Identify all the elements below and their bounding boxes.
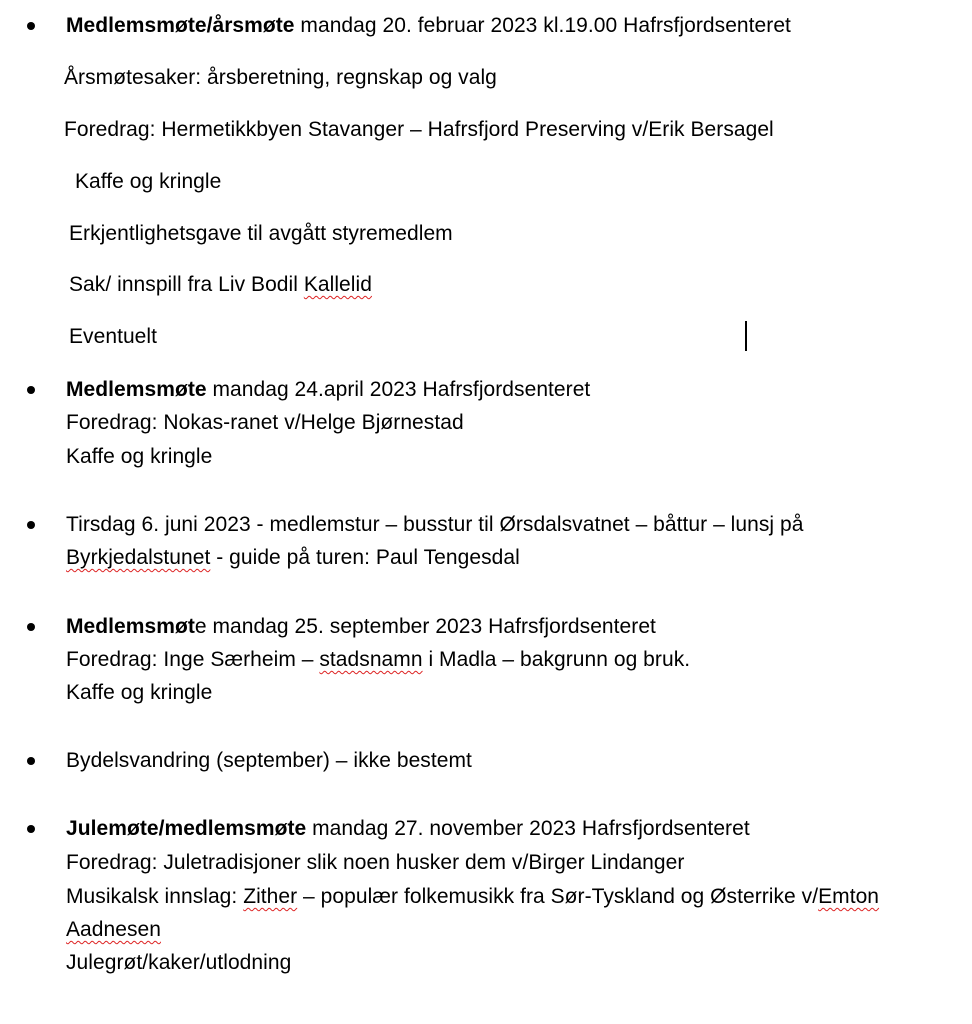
sak-text: Sak/ innspill fra Liv Bodil — [69, 273, 304, 296]
meeting-6-heading — [66, 816, 750, 842]
bullet-marker — [27, 623, 35, 631]
meeting-6-foredrag: Foredrag: Juletradisjoner slik noen husker dem v/Birger Lindanger — [66, 851, 685, 874]
bullet-marker — [27, 825, 35, 833]
bullet-marker — [27, 757, 35, 765]
meeting-2-kaffe: Kaffe og kringle — [66, 445, 213, 468]
meeting-6-title: Julemøte/medlemsmøte — [66, 817, 307, 840]
foredrag-text-rest: i Madla – bakgrunn og bruk. — [422, 648, 691, 671]
musikk-text: Musikalsk innslag: — [66, 885, 244, 908]
agenda-sak-innspill — [69, 272, 372, 298]
meeting-2-foredrag: Foredrag: Nokas-ranet v/Helge Bjørnestad — [66, 411, 464, 434]
spelling-flagged-word[interactable]: Aadnesen — [66, 918, 161, 941]
trip-guide: - guide på turen: Paul Tengesdal — [210, 546, 520, 569]
spelling-flagged-word[interactable]: Emton — [818, 885, 880, 908]
meeting-1-title: Medlemsmøte/årsmøte — [66, 14, 295, 37]
spelling-flagged-word[interactable]: Byrkjedalstunet — [66, 546, 211, 569]
meeting-2-title: Medlemsmøte — [66, 378, 207, 401]
meeting-4-heading — [66, 614, 656, 640]
bullet-marker — [27, 22, 35, 30]
spelling-flagged-word[interactable]: Zither — [243, 885, 298, 908]
text-cursor — [745, 321, 747, 351]
musikk-text-rest: – populær folkemusikk fra Sør-Tyskland og Østerrike v/ — [297, 885, 819, 908]
meeting-4-details: e mandag 25. september 2023 Hafrsfjordsenteret — [194, 615, 656, 638]
spelling-flagged-word[interactable]: Kallelid — [303, 273, 372, 296]
foredrag-text: Foredrag: Inge Særheim – — [66, 648, 320, 671]
trip-line-1: Tirsdag 6. juni 2023 - medlemstur – busstur til Ørsdalsvatnet – båttur – lunsj på — [66, 513, 804, 536]
meeting-6-details: mandag 27. november 2023 Hafrsfjordsenteret — [306, 817, 750, 840]
bullet-marker — [27, 521, 35, 529]
trip-line-2 — [66, 545, 520, 571]
agenda-foredrag: Foredrag: Hermetikkbyen Stavanger – Hafrsfjord Preserving v/Erik Bersagel — [64, 118, 774, 141]
meeting-4-foredrag — [66, 647, 690, 673]
meeting-6-musikk — [66, 884, 879, 910]
agenda-erkjentlighetsgave: Erkjentlighetsgave til avgått styremedlem — [69, 222, 453, 245]
meeting-4-title: Medlemsmøt — [66, 615, 195, 638]
walk-line: Bydelsvandring (september) – ikke bestemt — [66, 749, 472, 772]
meeting-2-details: mandag 24.april 2023 Hafrsfjordsenteret — [206, 378, 591, 401]
spelling-flagged-word[interactable]: stadsnamn — [319, 648, 423, 671]
meeting-4-kaffe: Kaffe og kringle — [66, 681, 213, 704]
meeting-1-heading — [66, 13, 791, 39]
meeting-1-details: mandag 20. februar 2023 kl.19.00 Hafrsfjordsenteret — [294, 14, 791, 37]
agenda-arsmotesaker: Årsmøtesaker: årsberetning, regnskap og valg — [64, 66, 497, 89]
meeting-6-julegrot: Julegrøt/kaker/utlodning — [66, 951, 292, 974]
meeting-6-musikk-cont — [66, 917, 161, 943]
bullet-marker — [27, 386, 35, 394]
agenda-kaffe: Kaffe og kringle — [75, 170, 222, 193]
meeting-2-heading — [66, 377, 590, 403]
agenda-eventuelt: Eventuelt — [69, 325, 158, 348]
